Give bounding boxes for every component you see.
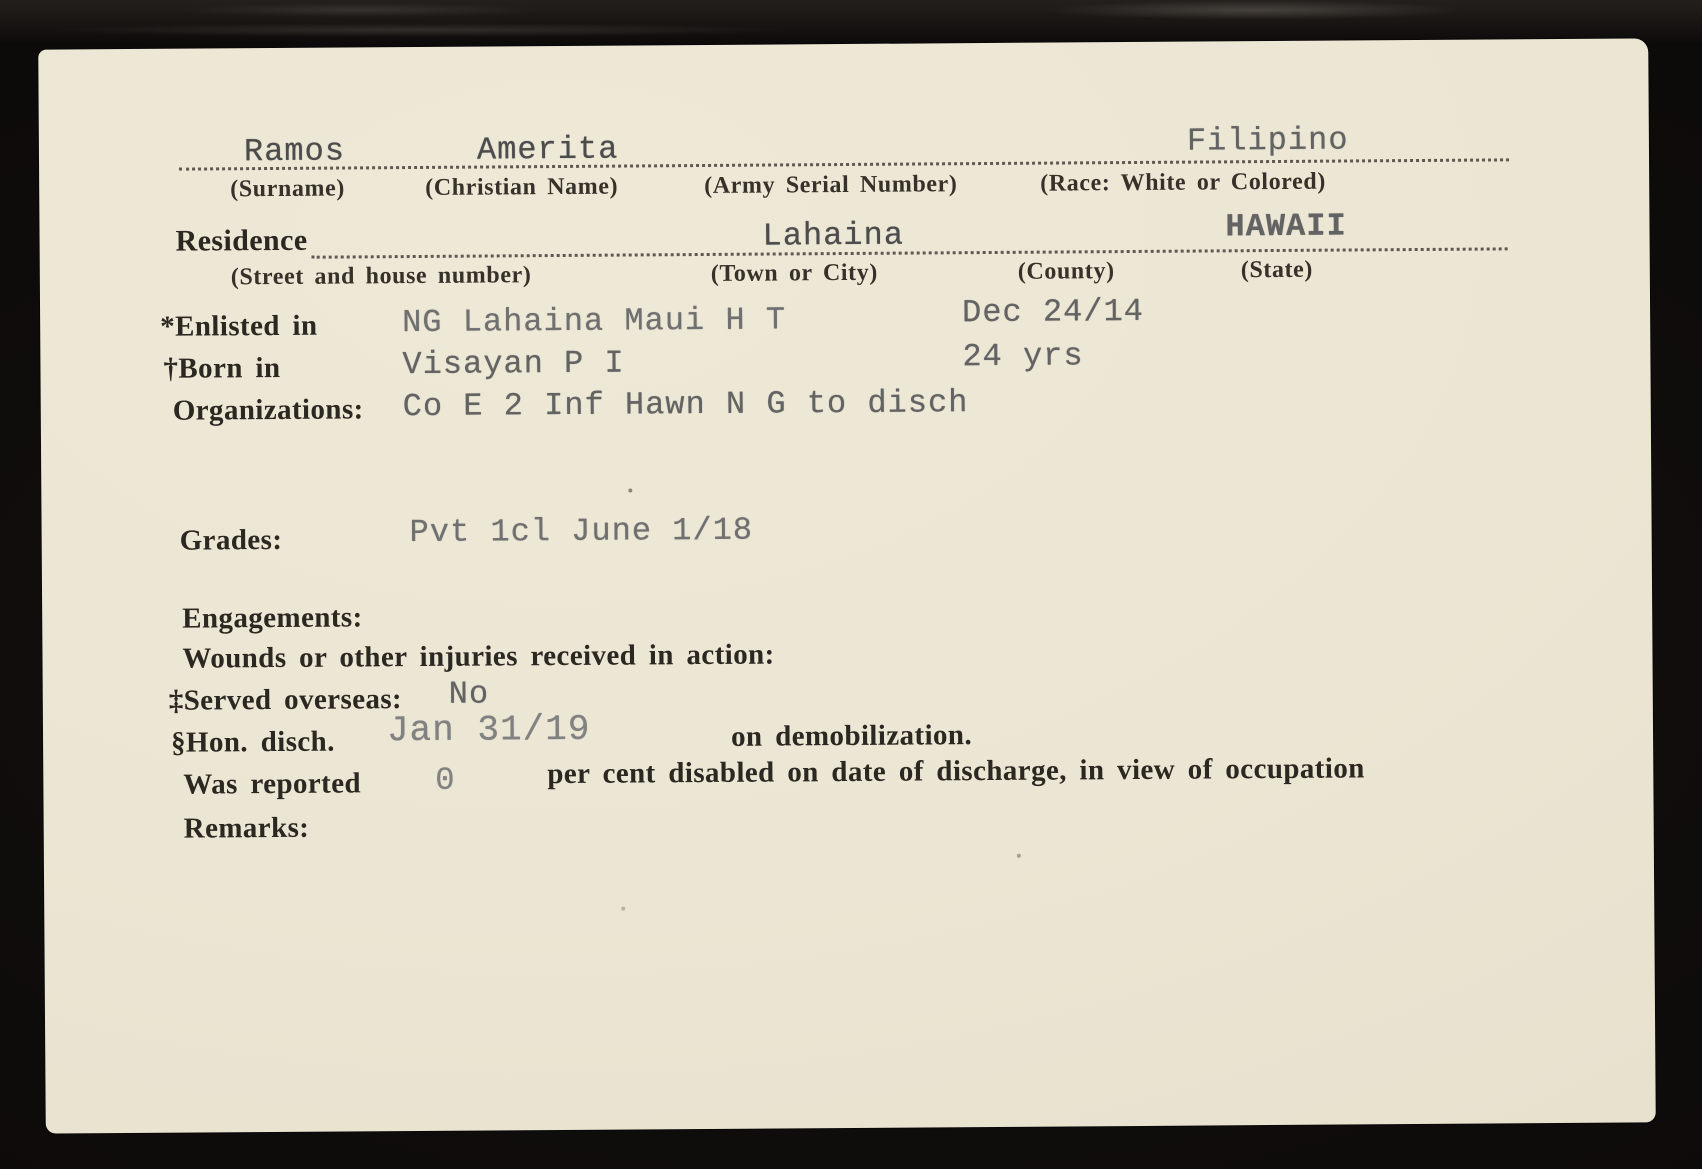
born-place-value: Visayan P I [402,344,625,384]
paper-speck [621,907,625,911]
age-value: 24 yrs [962,337,1084,376]
street-label: (Street and house number) [230,262,532,291]
residence-label: Residence [175,223,308,258]
remarks-label: Remarks: [183,811,310,845]
grades-value: Pvt 1cl June 1/18 [409,511,754,552]
engagements-label: Engagements: [182,601,363,635]
served-overseas-value: No [448,675,490,713]
hon-disch-date-value: Jan 31/19 [386,708,591,752]
organizations-label: Organizations: [172,393,364,427]
grades-label: Grades: [179,523,283,557]
hon-disch-label: §Hon. disch. [170,725,335,759]
army-serial-label: (Army Serial Number) [704,171,958,199]
town-label: (Town or City) [710,259,878,287]
enlisted-in-label: *Enlisted in [160,309,318,343]
state-label: (State) [1240,256,1314,284]
surname-label: (Surname) [230,175,346,203]
hon-disch-note: on demobilization. [730,719,973,753]
organizations-value: Co E 2 Inf Hawn N G to disch [402,384,969,426]
surname-value: Ramos [243,132,346,171]
born-in-label: †Born in [163,351,281,385]
christian-name-label: (Christian Name) [425,173,619,201]
wounds-label: Wounds or other injuries received in action: [182,638,775,675]
race-value: Filipino [1186,121,1349,160]
paper-speck [1017,854,1021,858]
disability-note: per cent disabled on date of discharge, in view of occupation [547,752,1365,791]
state-value: HAWAII [1225,207,1347,246]
race-label: (Race: White or Colored) [1040,168,1326,197]
service-record-card [38,38,1656,1133]
county-label: (County) [1017,258,1115,285]
christian-name-value: Amerita [476,130,619,169]
served-overseas-label: ‡Served overseas: [168,683,403,717]
enlisted-place-value: NG Lahaina Maui H T [402,301,787,342]
was-reported-label: Was reported [183,767,362,801]
disability-percent-value: 0 [435,761,456,799]
paper-speck [628,488,632,492]
residence-line-rule [312,247,1508,258]
enlisted-date-value: Dec 24/14 [961,292,1145,332]
town-value: Lahaina [762,216,905,255]
